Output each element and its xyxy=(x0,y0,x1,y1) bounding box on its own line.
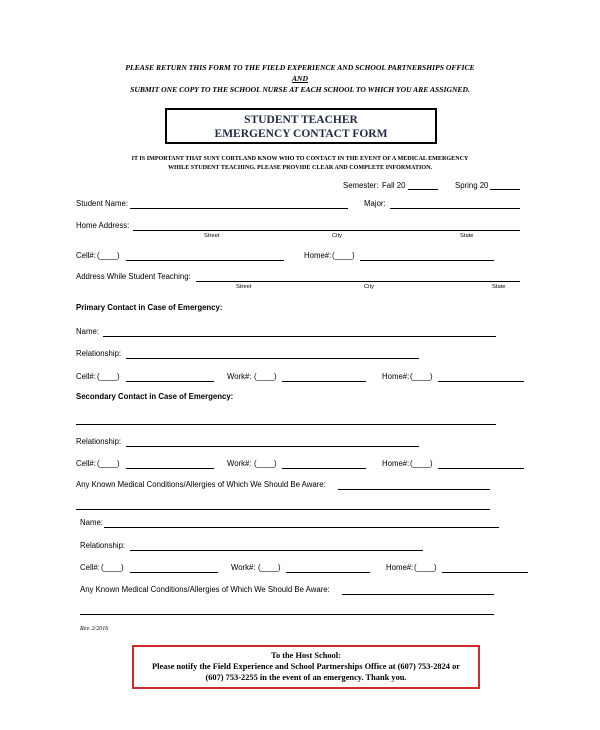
title-line-2: EMERGENCY CONTACT FORM xyxy=(214,128,388,140)
tertiary-cell-area[interactable]: (____) xyxy=(101,563,124,572)
tertiary-home-area[interactable]: (____) xyxy=(414,563,437,572)
primary-work-label: Work#: xyxy=(227,372,252,381)
medical-conditions-2-label: Any Known Medical Conditions/Allergies of Which We Should Be Aware: xyxy=(80,585,330,594)
semester-label: Semester: xyxy=(343,181,379,190)
tertiary-relationship-field[interactable] xyxy=(130,550,423,551)
teaching-city-caption: City xyxy=(364,284,374,290)
secondary-work-area[interactable]: (____) xyxy=(254,459,277,468)
instruction-line-2: SUBMIT ONE COPY TO THE SCHOOL NURSE AT EACH SCHOOL TO WHICH YOU ARE ASSIGNED. xyxy=(130,85,470,94)
primary-cell-label: Cell#: xyxy=(76,372,96,381)
primary-work-field[interactable] xyxy=(282,381,366,382)
semester-spring-field[interactable] xyxy=(490,189,520,190)
tertiary-cell-field[interactable] xyxy=(130,572,218,573)
home-address-label: Home Address: xyxy=(76,221,130,230)
student-cell-field[interactable] xyxy=(126,260,284,261)
semester-fall-label: Fall 20 xyxy=(382,181,406,190)
secondary-cell-area[interactable]: (____) xyxy=(97,459,120,468)
primary-home-label: Home#: xyxy=(382,372,410,381)
student-cell-label: Cell#: xyxy=(76,251,96,260)
secondary-work-label: Work#: xyxy=(227,459,252,468)
primary-cell-field[interactable] xyxy=(126,381,214,382)
primary-home-field[interactable] xyxy=(438,381,524,382)
primary-name-field[interactable] xyxy=(103,336,496,337)
secondary-home-field[interactable] xyxy=(438,468,524,469)
student-name-label: Student Name: xyxy=(76,199,129,208)
tertiary-work-area[interactable]: (____) xyxy=(258,563,281,572)
primary-home-area[interactable]: (____) xyxy=(410,372,433,381)
student-cell-area[interactable]: (____) xyxy=(97,251,120,260)
tertiary-work-label: Work#: xyxy=(231,563,256,572)
home-street-caption: Street xyxy=(204,233,220,239)
notice-line-1: To the Host School: xyxy=(271,651,341,660)
medical-conditions-label: Any Known Medical Conditions/Allergies of Which We Should Be Aware: xyxy=(76,480,326,489)
medical-conditions-2-field[interactable] xyxy=(342,594,494,595)
home-address-field[interactable] xyxy=(133,230,520,231)
tertiary-home-field[interactable] xyxy=(442,572,528,573)
revision-note: Rev. 2/2016 xyxy=(80,626,109,632)
student-home-area[interactable]: (____) xyxy=(332,251,355,260)
host-school-notice xyxy=(132,645,480,689)
primary-relationship-label: Relationship: xyxy=(76,349,122,358)
teaching-street-caption: Street xyxy=(236,284,252,290)
medical-conditions-2-field-2[interactable] xyxy=(80,614,494,615)
student-name-field[interactable] xyxy=(130,208,348,209)
home-state-caption: State xyxy=(460,233,474,239)
notice-line-3: (607) 753-2255 in the event of an emergency. Thank you. xyxy=(205,673,407,682)
secondary-work-field[interactable] xyxy=(282,468,366,469)
important-line-2: WHILE STUDENT TEACHING. PLEASE PROVIDE CLEAR AND COMPLETE INFORMATION. xyxy=(167,165,433,171)
medical-conditions-field-2[interactable] xyxy=(76,509,490,510)
secondary-contact-heading: Secondary Contact in Case of Emergency: xyxy=(76,392,234,401)
major-label: Major: xyxy=(364,199,386,208)
form-title-box xyxy=(165,108,437,144)
title-line-1: STUDENT TEACHER xyxy=(244,114,358,126)
secondary-cell-label: Cell#: xyxy=(76,459,96,468)
secondary-home-area[interactable]: (____) xyxy=(410,459,433,468)
tertiary-work-field[interactable] xyxy=(286,572,370,573)
address-teaching-label: Address While Student Teaching: xyxy=(76,272,191,281)
secondary-name-field[interactable] xyxy=(76,424,496,425)
primary-relationship-field[interactable] xyxy=(126,358,419,359)
semester-fall-field[interactable] xyxy=(408,189,438,190)
medical-conditions-field[interactable] xyxy=(338,489,490,490)
instruction-line-1: PLEASE RETURN THIS FORM TO THE FIELD EXPERIENCE AND SCHOOL PARTNERSHIPS OFFICE xyxy=(125,63,475,72)
student-home-label: Home#: xyxy=(304,251,332,260)
tertiary-cell-label: Cell#: xyxy=(80,563,100,572)
tertiary-relationship-label: Relationship: xyxy=(80,541,126,550)
tertiary-name-label: Name: xyxy=(80,518,103,527)
secondary-relationship-field[interactable] xyxy=(126,446,419,447)
teaching-state-caption: State xyxy=(492,284,506,290)
semester-spring-label: Spring 20 xyxy=(455,181,489,190)
primary-cell-area[interactable]: (____) xyxy=(97,372,120,381)
primary-work-area[interactable]: (____) xyxy=(254,372,277,381)
tertiary-name-field[interactable] xyxy=(104,527,499,528)
tertiary-home-label: Home#: xyxy=(386,563,414,572)
secondary-relationship-label: Relationship: xyxy=(76,437,122,446)
important-line-1: IT IS IMPORTANT THAT SUNY CORTLAND KNOW WHO TO CONTACT IN THE EVENT OF A MEDICAL EMERGENCY xyxy=(131,156,469,162)
home-city-caption: City xyxy=(332,233,342,239)
student-home-field[interactable] xyxy=(360,260,494,261)
notice-line-2: Please notify the Field Experience and School Partnerships Office at (607) 753-2824 or xyxy=(152,662,460,671)
secondary-cell-field[interactable] xyxy=(126,468,214,469)
address-teaching-field[interactable] xyxy=(196,281,520,282)
secondary-home-label: Home#: xyxy=(382,459,410,468)
instruction-and: AND xyxy=(291,74,309,83)
primary-contact-heading: Primary Contact in Case of Emergency: xyxy=(76,303,223,312)
primary-name-label: Name: xyxy=(76,327,99,336)
major-field[interactable] xyxy=(390,208,520,209)
